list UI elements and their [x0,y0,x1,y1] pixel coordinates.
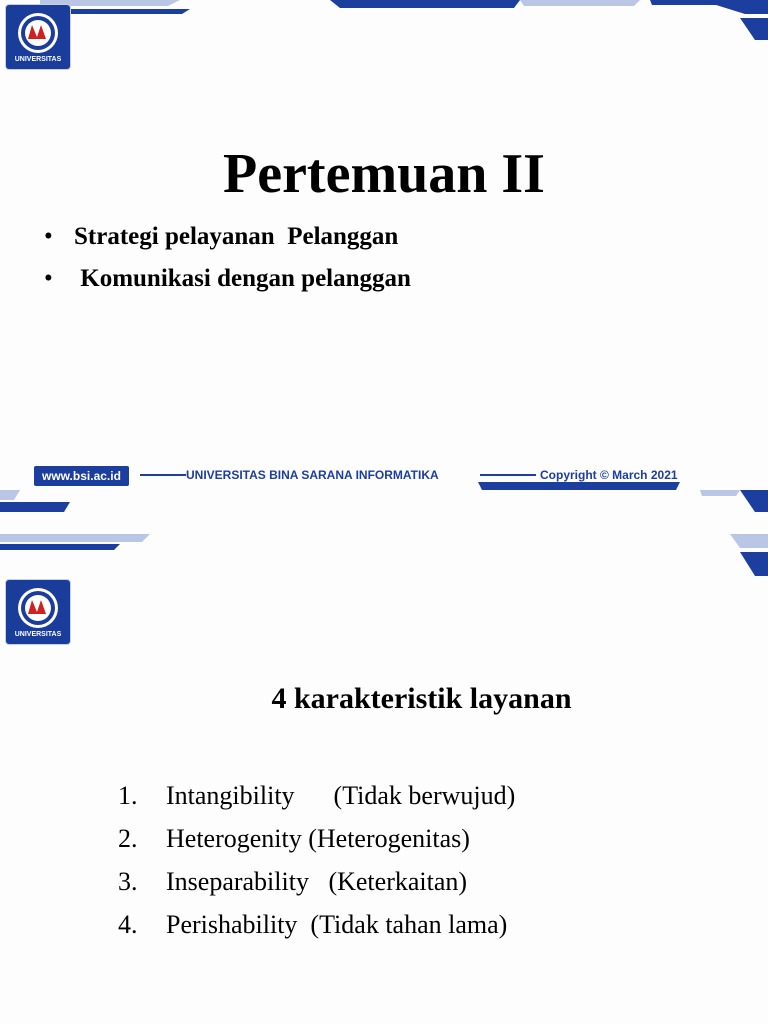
list-item [118,903,515,946]
logo-label: UNIVERSITAS [14,631,62,638]
slide-title: Pertemuan II [223,143,545,205]
slide-title: 4 karakteristik layanan [271,682,572,715]
characteristics-list [118,774,515,946]
list-item [118,860,515,903]
item-text: Perishability (Tidak tahan lama) [166,910,508,939]
item-number: 3. [118,867,138,896]
bullet-item [44,216,411,258]
bullet-text: Komunikasi dengan pelanggan [74,265,411,292]
bullet-marker: • [44,265,53,292]
list-item [118,774,515,817]
bullet-item [44,258,411,300]
item-number: 1. [118,781,138,810]
logo-label: UNIVERSITAS [14,56,62,63]
university-logo [6,5,70,69]
slide-2 [0,512,768,1024]
header-stripes [0,0,768,64]
copyright-label: Copyright © March 2021 [540,468,678,482]
bullet-list [44,216,411,300]
bullet-text: Strategi pelayanan Pelanggan [74,223,399,250]
website-label: www.bsi.ac.id [34,466,129,486]
item-text: Intangibility (Tidak berwujud) [166,781,516,810]
university-logo [6,580,70,644]
item-text: Inseparability (Keterkaitan) [166,867,468,896]
university-name: UNIVERSITAS BINA SARANA INFORMATIKA [186,468,439,482]
list-item [118,817,515,860]
item-number: 4. [118,910,138,939]
bullet-marker: • [44,223,53,250]
item-number: 2. [118,824,138,853]
header-stripes [0,512,768,576]
item-text: Heterogenity (Heterogenitas) [166,824,470,853]
slide-footer [0,456,768,512]
